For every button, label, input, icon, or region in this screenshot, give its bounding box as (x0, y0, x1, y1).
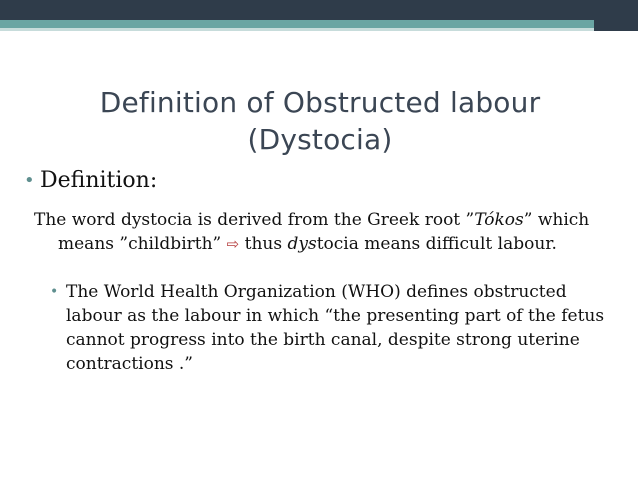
etymology-text-1: The word dystocia is derived from the Greek root ” (34, 210, 475, 230)
etymology-greek-root: Tókos (474, 210, 524, 230)
etymology-text-3: thus (239, 234, 288, 254)
band-light-stripe (0, 28, 638, 31)
right-arrow-icon: ⇨ (226, 235, 240, 253)
etymology-prefix-dys: dys (287, 234, 317, 254)
definition-heading (24, 166, 614, 196)
who-definition-paragraph (24, 280, 614, 376)
bullet-icon: • (24, 170, 35, 191)
band-dark-stripe (0, 0, 638, 20)
dystocia-etymology-paragraph (34, 208, 614, 256)
slide-title-line-2: (Dystocia) (247, 123, 393, 156)
definition-heading-text: Definition: (40, 168, 158, 193)
etymology-text-2: ” which means ”childbirth” (58, 210, 590, 254)
slide-title (60, 84, 580, 158)
who-definition-text: The World Health Organization (WHO) defines obstructed labour as the labour in which “the presenting part of the fetus cannot progress into the birth canal, despite strong uterine contractions .” (66, 282, 605, 374)
etymology-text-4: tocia means difficult labour. (316, 234, 557, 254)
slide-content (24, 166, 614, 376)
bullet-icon: • (50, 284, 59, 300)
band-corner-block (594, 20, 638, 31)
band-teal-stripe (0, 20, 638, 28)
slide-title-line-1: Definition of Obstructed labour (99, 86, 541, 119)
top-decorative-band (0, 0, 638, 36)
